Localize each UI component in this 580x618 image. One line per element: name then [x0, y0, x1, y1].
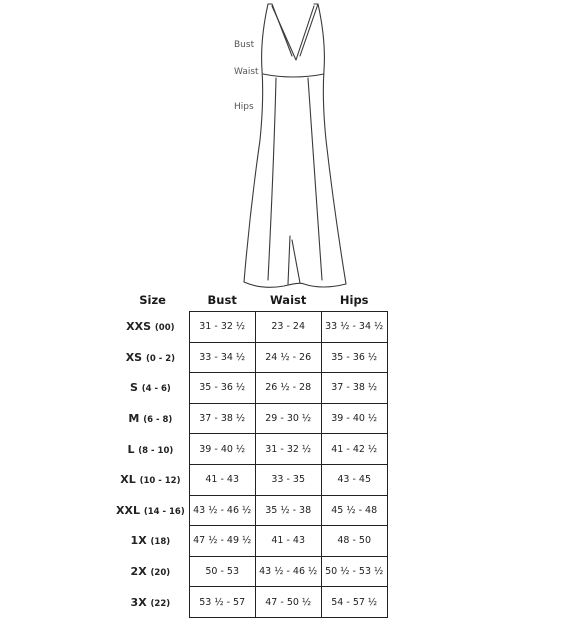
- waist-label: Waist: [234, 67, 259, 77]
- table-header-row: [116, 289, 387, 312]
- size-name: S: [129, 381, 138, 395]
- hips-cell: 43 - 45: [321, 464, 387, 495]
- size-cell: [116, 403, 189, 434]
- hips-cell: 48 - 50: [321, 526, 387, 557]
- size-range: (0 - 2): [145, 353, 175, 364]
- size-range: (14 - 16): [143, 506, 185, 517]
- dress-outline-drawing: [0, 0, 580, 292]
- bust-cell: 41 - 43: [189, 464, 255, 495]
- hips-cell: 39 - 40 ½: [321, 403, 387, 434]
- size-range: (22): [150, 598, 171, 609]
- size-range: (4 - 6): [141, 384, 171, 395]
- waist-cell: 31 - 32 ½: [255, 434, 321, 465]
- table-body: [116, 312, 387, 618]
- table-row: [116, 312, 387, 343]
- table-row: [116, 434, 387, 465]
- bust-cell: 39 - 40 ½: [189, 434, 255, 465]
- bust-cell: 35 - 36 ½: [189, 373, 255, 404]
- size-name: 2X: [130, 565, 147, 579]
- front-slit: [288, 236, 300, 284]
- table-row: [116, 587, 387, 618]
- table-row: [116, 373, 387, 404]
- table-row: [116, 464, 387, 495]
- bust-cell: 43 ½ - 46 ½: [189, 495, 255, 526]
- hips-cell: 45 ½ - 48: [321, 495, 387, 526]
- size-name: XS: [125, 350, 143, 364]
- waist-cell: 47 - 50 ½: [255, 587, 321, 618]
- table-row: [116, 526, 387, 557]
- waist-cell: 33 - 35: [255, 464, 321, 495]
- left-strap: [268, 4, 292, 56]
- bust-cell: 37 - 38 ½: [189, 403, 255, 434]
- size-name: XXS: [126, 320, 152, 334]
- size-range: (18): [150, 537, 171, 548]
- size-chart-table: [116, 289, 388, 618]
- size-cell: [116, 556, 189, 587]
- size-cell: [116, 373, 189, 404]
- header-size: Size: [139, 293, 166, 308]
- size-name: M: [128, 412, 140, 426]
- table-row: [116, 342, 387, 373]
- waist-cell: 41 - 43: [255, 526, 321, 557]
- hips-label: Hips: [234, 102, 254, 112]
- size-cell: [116, 312, 189, 343]
- waist-cell: 43 ½ - 46 ½: [255, 556, 321, 587]
- waist-cell: 29 - 30 ½: [255, 403, 321, 434]
- size-cell: [116, 464, 189, 495]
- size-name: 1X: [130, 534, 147, 548]
- waist-seam: [263, 74, 324, 77]
- left-panel-seam: [268, 78, 276, 280]
- table-row: [116, 556, 387, 587]
- header-hips: Hips: [339, 293, 369, 307]
- size-cell: [116, 587, 189, 618]
- waist-cell: 24 ½ - 26: [255, 342, 321, 373]
- right-strap: [300, 4, 318, 56]
- size-range: (20): [150, 568, 171, 579]
- bust-label: Bust: [234, 40, 255, 50]
- hips-cell: 50 ½ - 53 ½: [321, 556, 387, 587]
- size-range: (10 - 12): [139, 476, 181, 487]
- hips-cell: 37 - 38 ½: [321, 373, 387, 404]
- size-cell: [116, 434, 189, 465]
- bust-cell: 31 - 32 ½: [189, 312, 255, 343]
- waist-cell: 26 ½ - 28: [255, 373, 321, 404]
- bust-cell: 50 - 53: [189, 556, 255, 587]
- dress-illustration: [0, 0, 580, 292]
- size-range: (6 - 8): [143, 415, 173, 426]
- size-cell: [116, 526, 189, 557]
- bust-cell: 47 ½ - 49 ½: [189, 526, 255, 557]
- bust-cell: 53 ½ - 57: [189, 587, 255, 618]
- size-range: (8 - 10): [138, 445, 174, 456]
- size-name: L: [127, 442, 135, 456]
- hips-cell: 41 - 42 ½: [321, 434, 387, 465]
- table-row: [116, 403, 387, 434]
- right-side: [318, 4, 346, 284]
- size-range: (00): [154, 323, 175, 334]
- size-name: 3X: [130, 595, 147, 609]
- table-row: [116, 495, 387, 526]
- size-cell: [116, 495, 189, 526]
- bust-cell: 33 - 34 ½: [189, 342, 255, 373]
- header-waist: Waist: [270, 293, 307, 307]
- waist-cell: 23 - 24: [255, 312, 321, 343]
- waist-cell: 35 ½ - 38: [255, 495, 321, 526]
- size-name: XXL: [116, 503, 140, 517]
- right-panel-seam: [308, 78, 322, 280]
- size-name: XL: [120, 473, 136, 487]
- size-cell: [116, 342, 189, 373]
- hips-cell: 35 - 36 ½: [321, 342, 387, 373]
- hips-cell: 54 - 57 ½: [321, 587, 387, 618]
- hem: [244, 282, 346, 287]
- header-bust: Bust: [207, 293, 237, 307]
- hips-cell: 33 ½ - 34 ½: [321, 312, 387, 343]
